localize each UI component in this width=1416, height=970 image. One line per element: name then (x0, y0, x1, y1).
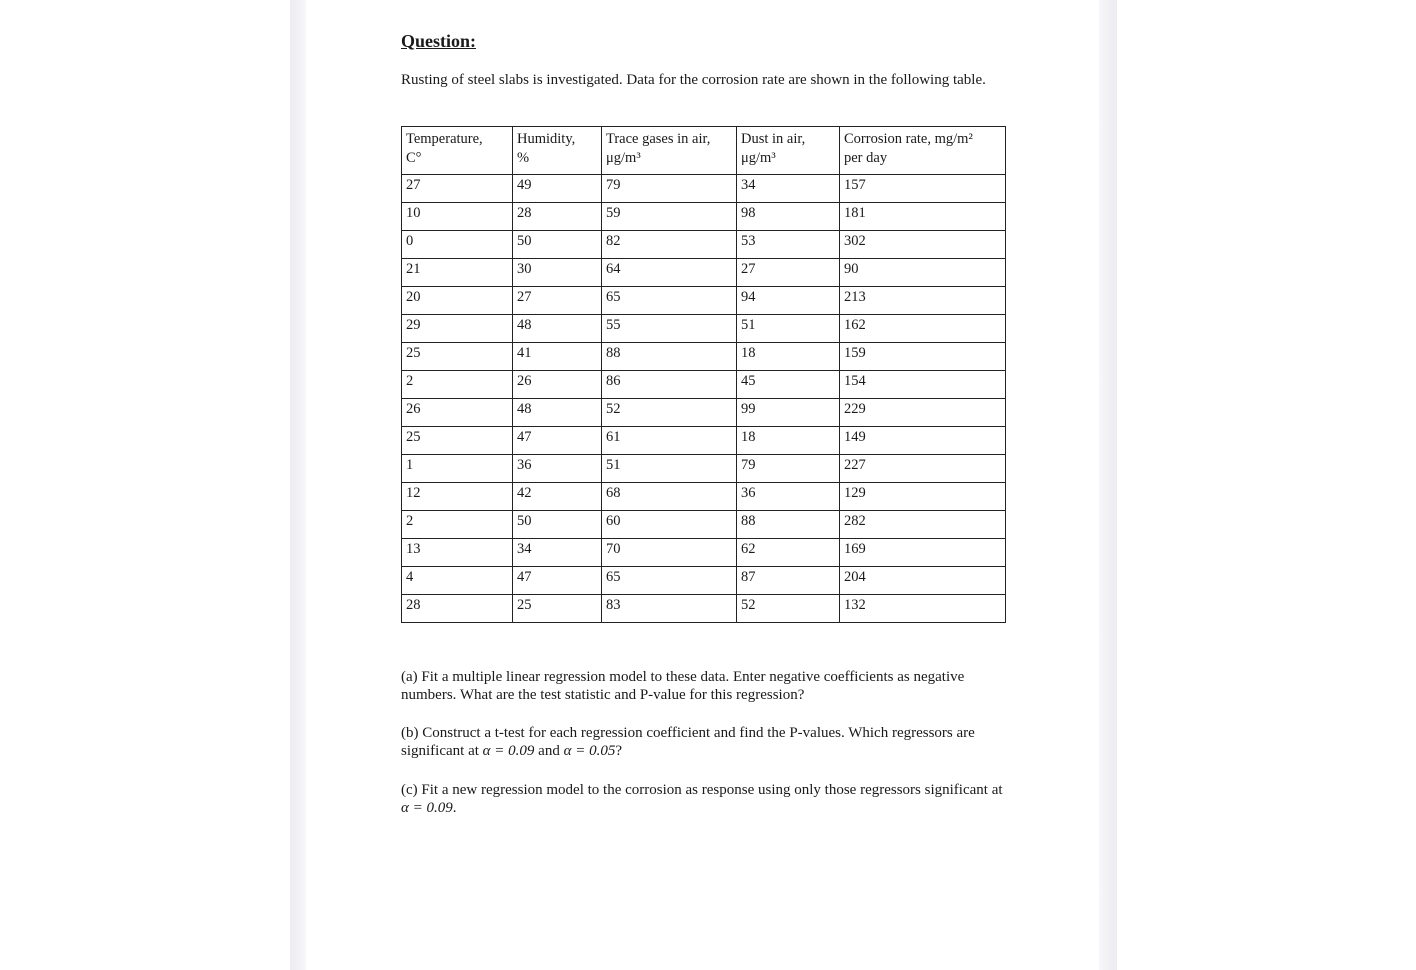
cell-trace-gases: 61 (602, 427, 737, 455)
part-c-end: . (452, 800, 457, 816)
cell-trace-gases: 70 (602, 539, 737, 567)
cell-corrosion-rate: 154 (840, 371, 1006, 399)
cell-trace-gases: 52 (602, 399, 737, 427)
header-temperature-line1: Temperature, (406, 131, 483, 147)
table-row (402, 315, 1006, 343)
cell-humidity: 30 (513, 259, 602, 287)
cell-dust: 88 (737, 511, 840, 539)
cell-dust: 52 (737, 595, 840, 623)
table-row (402, 259, 1006, 287)
cell-trace-gases: 65 (602, 287, 737, 315)
cell-temperature: 0 (402, 231, 513, 259)
cell-corrosion-rate: 204 (840, 567, 1006, 595)
cell-dust: 53 (737, 231, 840, 259)
table-row (402, 455, 1006, 483)
cell-dust: 27 (737, 259, 840, 287)
cell-humidity: 48 (513, 315, 602, 343)
part-b (401, 724, 1011, 760)
cell-humidity: 26 (513, 371, 602, 399)
cell-trace-gases: 79 (602, 175, 737, 203)
cell-corrosion-rate: 229 (840, 399, 1006, 427)
cell-humidity: 41 (513, 343, 602, 371)
cell-humidity: 27 (513, 287, 602, 315)
cell-humidity: 49 (513, 175, 602, 203)
cell-trace-gases: 68 (602, 483, 737, 511)
cell-trace-gases: 82 (602, 231, 737, 259)
table-row (402, 203, 1006, 231)
header-dust (737, 127, 840, 175)
table-row (402, 595, 1006, 623)
cell-temperature: 1 (402, 455, 513, 483)
table-header-row (402, 127, 1006, 175)
header-humidity-line1: Humidity, (517, 131, 576, 147)
cell-temperature: 12 (402, 483, 513, 511)
cell-corrosion-rate: 159 (840, 343, 1006, 371)
cell-temperature: 29 (402, 315, 513, 343)
table-row (402, 427, 1006, 455)
page-shadow-right (1099, 0, 1117, 970)
cell-trace-gases: 51 (602, 455, 737, 483)
cell-dust: 98 (737, 203, 840, 231)
table-row (402, 539, 1006, 567)
header-temperature (402, 127, 513, 175)
cell-corrosion-rate: 132 (840, 595, 1006, 623)
cell-trace-gases: 64 (602, 259, 737, 287)
cell-corrosion-rate: 302 (840, 231, 1006, 259)
cell-trace-gases: 60 (602, 511, 737, 539)
cell-dust: 36 (737, 483, 840, 511)
cell-corrosion-rate: 129 (840, 483, 1006, 511)
table-row (402, 511, 1006, 539)
cell-corrosion-rate: 162 (840, 315, 1006, 343)
cell-dust: 34 (737, 175, 840, 203)
cell-corrosion-rate: 169 (840, 539, 1006, 567)
part-b-text: (b) Construct a t-test for each regression coefficient and find the P-values. Which regressors are significant at (401, 725, 975, 759)
cell-dust: 79 (737, 455, 840, 483)
header-corrosion-rate-unit: per day (844, 150, 888, 166)
cell-dust: 18 (737, 427, 840, 455)
corrosion-data-table (401, 126, 1006, 623)
table-row (402, 287, 1006, 315)
cell-humidity: 36 (513, 455, 602, 483)
cell-corrosion-rate: 181 (840, 203, 1006, 231)
question-intro: Rusting of steel slabs is investigated. Data for the corrosion rate are shown in the following table. (401, 72, 986, 88)
cell-corrosion-rate: 213 (840, 287, 1006, 315)
cell-trace-gases: 86 (602, 371, 737, 399)
table-row (402, 567, 1006, 595)
part-b-and: and (538, 743, 560, 759)
cell-humidity: 25 (513, 595, 602, 623)
cell-dust: 99 (737, 399, 840, 427)
cell-dust: 51 (737, 315, 840, 343)
cell-humidity: 47 (513, 567, 602, 595)
table-row (402, 399, 1006, 427)
table-row (402, 343, 1006, 371)
cell-corrosion-rate: 282 (840, 511, 1006, 539)
header-corrosion-rate-line1: Corrosion rate, mg/m² (844, 131, 973, 147)
cell-temperature: 21 (402, 259, 513, 287)
part-b-alpha-first: α = 0.09 (482, 743, 535, 759)
cell-temperature: 28 (402, 595, 513, 623)
table-row (402, 175, 1006, 203)
header-corrosion-rate (840, 127, 1006, 175)
document-page (306, 0, 1099, 970)
part-c-alpha: α = 0.09 (401, 800, 453, 816)
cell-temperature: 26 (402, 399, 513, 427)
header-temperature-unit: C° (406, 150, 422, 166)
header-trace-gases (602, 127, 737, 175)
table-row (402, 231, 1006, 259)
header-trace-gases-line1: Trace gases in air, (606, 131, 711, 147)
table-row (402, 371, 1006, 399)
header-trace-gases-unit: μg/m³ (606, 150, 641, 166)
cell-temperature: 27 (402, 175, 513, 203)
cell-humidity: 50 (513, 511, 602, 539)
cell-temperature: 2 (402, 371, 513, 399)
cell-temperature: 25 (402, 343, 513, 371)
cell-temperature: 13 (402, 539, 513, 567)
part-c (401, 781, 1011, 817)
table-row (402, 483, 1006, 511)
cell-trace-gases: 55 (602, 315, 737, 343)
cell-corrosion-rate: 227 (840, 455, 1006, 483)
cell-humidity: 42 (513, 483, 602, 511)
cell-temperature: 25 (402, 427, 513, 455)
header-humidity (513, 127, 602, 175)
cell-corrosion-rate: 149 (840, 427, 1006, 455)
cell-humidity: 34 (513, 539, 602, 567)
cell-humidity: 47 (513, 427, 602, 455)
header-dust-line1: Dust in air, (741, 131, 806, 147)
cell-dust: 62 (737, 539, 840, 567)
cell-corrosion-rate: 157 (840, 175, 1006, 203)
cell-dust: 45 (737, 371, 840, 399)
cell-trace-gases: 59 (602, 203, 737, 231)
cell-temperature: 10 (402, 203, 513, 231)
header-humidity-unit: % (517, 150, 530, 166)
part-a-text: (a) Fit a multiple linear regression model to these data. Enter negative coefficients as negative numbers. What are the test statistic and P-value for this regression? (401, 669, 965, 703)
cell-humidity: 48 (513, 399, 602, 427)
part-b-end: ? (615, 743, 622, 759)
part-c-text: (c) Fit a new regression model to the corrosion as response using only those regressors significant at (401, 782, 1003, 798)
cell-dust: 94 (737, 287, 840, 315)
cell-dust: 18 (737, 343, 840, 371)
part-b-alpha-second: α = 0.05 (563, 743, 616, 759)
cell-trace-gases: 83 (602, 595, 737, 623)
cell-temperature: 20 (402, 287, 513, 315)
cell-dust: 87 (737, 567, 840, 595)
question-heading: Question: (401, 31, 477, 51)
cell-trace-gases: 88 (602, 343, 737, 371)
cell-humidity: 50 (513, 231, 602, 259)
page-shadow-left (290, 0, 306, 970)
cell-temperature: 4 (402, 567, 513, 595)
header-dust-unit: μg/m³ (741, 150, 776, 166)
cell-trace-gases: 65 (602, 567, 737, 595)
cell-humidity: 28 (513, 203, 602, 231)
cell-corrosion-rate: 90 (840, 259, 1006, 287)
cell-temperature: 2 (402, 511, 513, 539)
